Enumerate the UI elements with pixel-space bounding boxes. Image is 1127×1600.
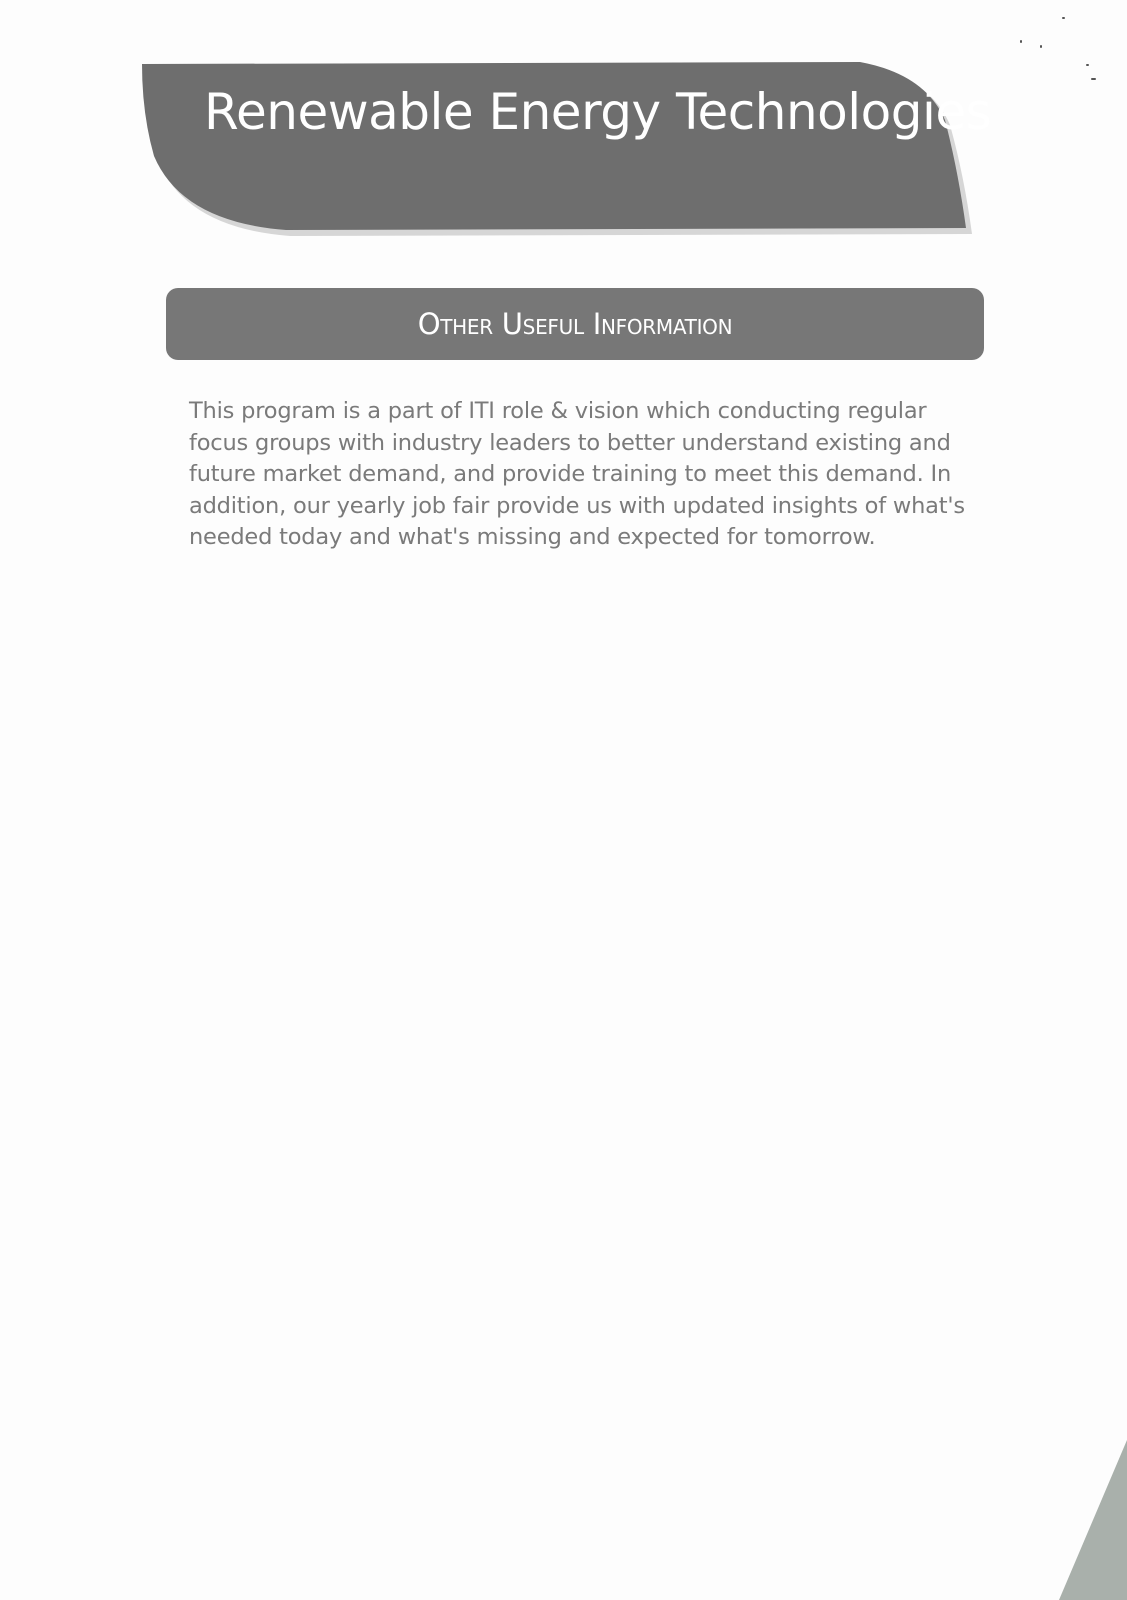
section-heading: Other Useful Information [417, 307, 733, 341]
page-title: Renewable Energy Technologies [204, 83, 992, 141]
scan-speck [1040, 45, 1042, 48]
scan-speck [1020, 40, 1022, 43]
scan-speck [1091, 78, 1096, 80]
scan-speck [1062, 17, 1065, 19]
section-header-bar [166, 288, 984, 360]
scan-speck [1086, 64, 1089, 66]
body-paragraph: This program is a part of ITI role & vision which conducting regular focus groups with industry leaders to better understand existing and future market demand, and provide training to meet this demand. In addition, our yearly job fair provide us with updated insights of what's needed today and what's missing and expected for tomorrow. [189, 398, 965, 551]
corner-wedge-shape [1059, 1440, 1127, 1600]
corner-wedge-decoration [1037, 1440, 1127, 1600]
